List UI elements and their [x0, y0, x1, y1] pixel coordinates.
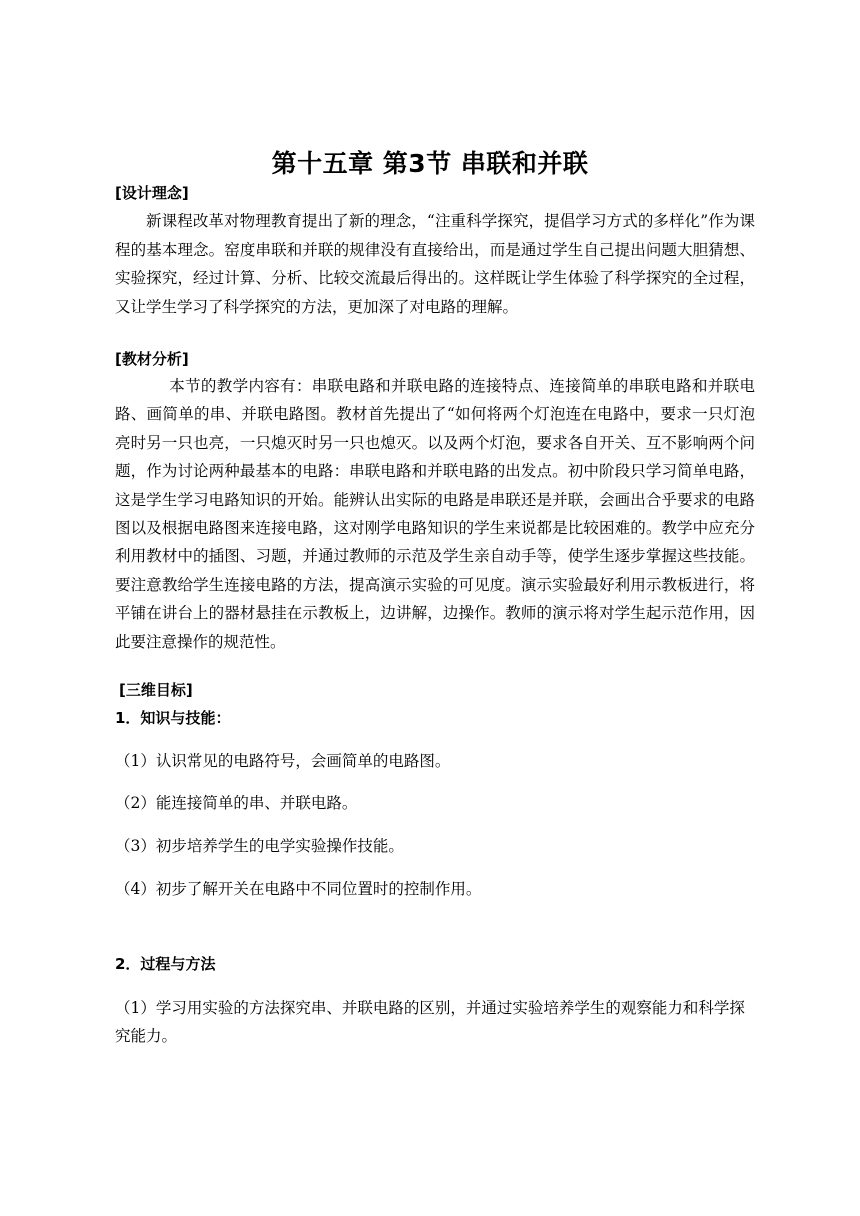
page-title: 第十五章 第3节 串联和并联 — [271, 149, 589, 178]
list-item: （2）能连接简单的串、并联电路。 — [115, 794, 358, 812]
material-analysis-paragraph: 本节的教学内容有：串联电路和并联电路的连接特点、连接简单的串联电路和并联电路、画简单的串、并联电路图。教材首先提出了“如何将两个灯泡连在电路中，要求一只灯泡亮时另一只也亮，一只熄灭时另一只也熄灭。以及两个灯泡，要求各自开关、互不影响两个问题，作为讨论两种最基本的电路：串联电路和并联电路的出发点。初中阶段只学习简单电路，这是学生学习电路知识的开始。能辨认出实际的电路是串联还是并联，会画出合乎要求的电路图以及根据电路图来连接电路，这对刚学电路知识的学生来说都是比较困难的。教学中应充分利用教材中的插图、习题，并通过教师的示范及学生亲自动手等，使学生逐步掌握这些技能。要注意教给学生连接电路的方法，提高演示实验的可见度。演示实验最好利用示教板进行，将平铺在讲台上的器材悬挂在示教板上，边讲解，边操作。教师的演示将对学生起示范作用，因此要注意操作的规范性。 — [115, 377, 755, 651]
list-item: （1）认识常见的电路符号，会画简单的电路图。 — [115, 752, 451, 770]
design-concept-paragraph: 新课程改革对物理教育提出了新的理念，“注重科学探究，提倡学习方式的多样化”作为课程的基本理念。窑度串联和并联的规律没有直接给出，而是通过学生自己提出问题大胆猜想、实验探究，经过计算、分析、比较交流最后得出的。这样既让学生体验了科学探究的全过程，又让学生学习了科学探究的方法，更加深了对电路的理解。 — [115, 212, 755, 316]
list-item: （3）初步培养学生的电学实验操作技能。 — [115, 837, 404, 855]
design-concept-heading: [设计理念] — [115, 184, 189, 202]
list-item: （4）初步了解开关在电路中不同位置时的控制作用。 — [115, 880, 482, 898]
knowledge-skills-heading: 1．知识与技能： — [115, 709, 231, 727]
material-analysis-heading: [教材分析] — [115, 350, 189, 368]
list-item: （1）学习用实验的方法探究串、并联电路的区别，并通过实验培养学生的观察能力和科学探究能力。 — [115, 999, 745, 1045]
process-method-heading: 2．过程与方法 — [115, 955, 216, 973]
goals-heading: [三维目标] — [119, 681, 193, 699]
